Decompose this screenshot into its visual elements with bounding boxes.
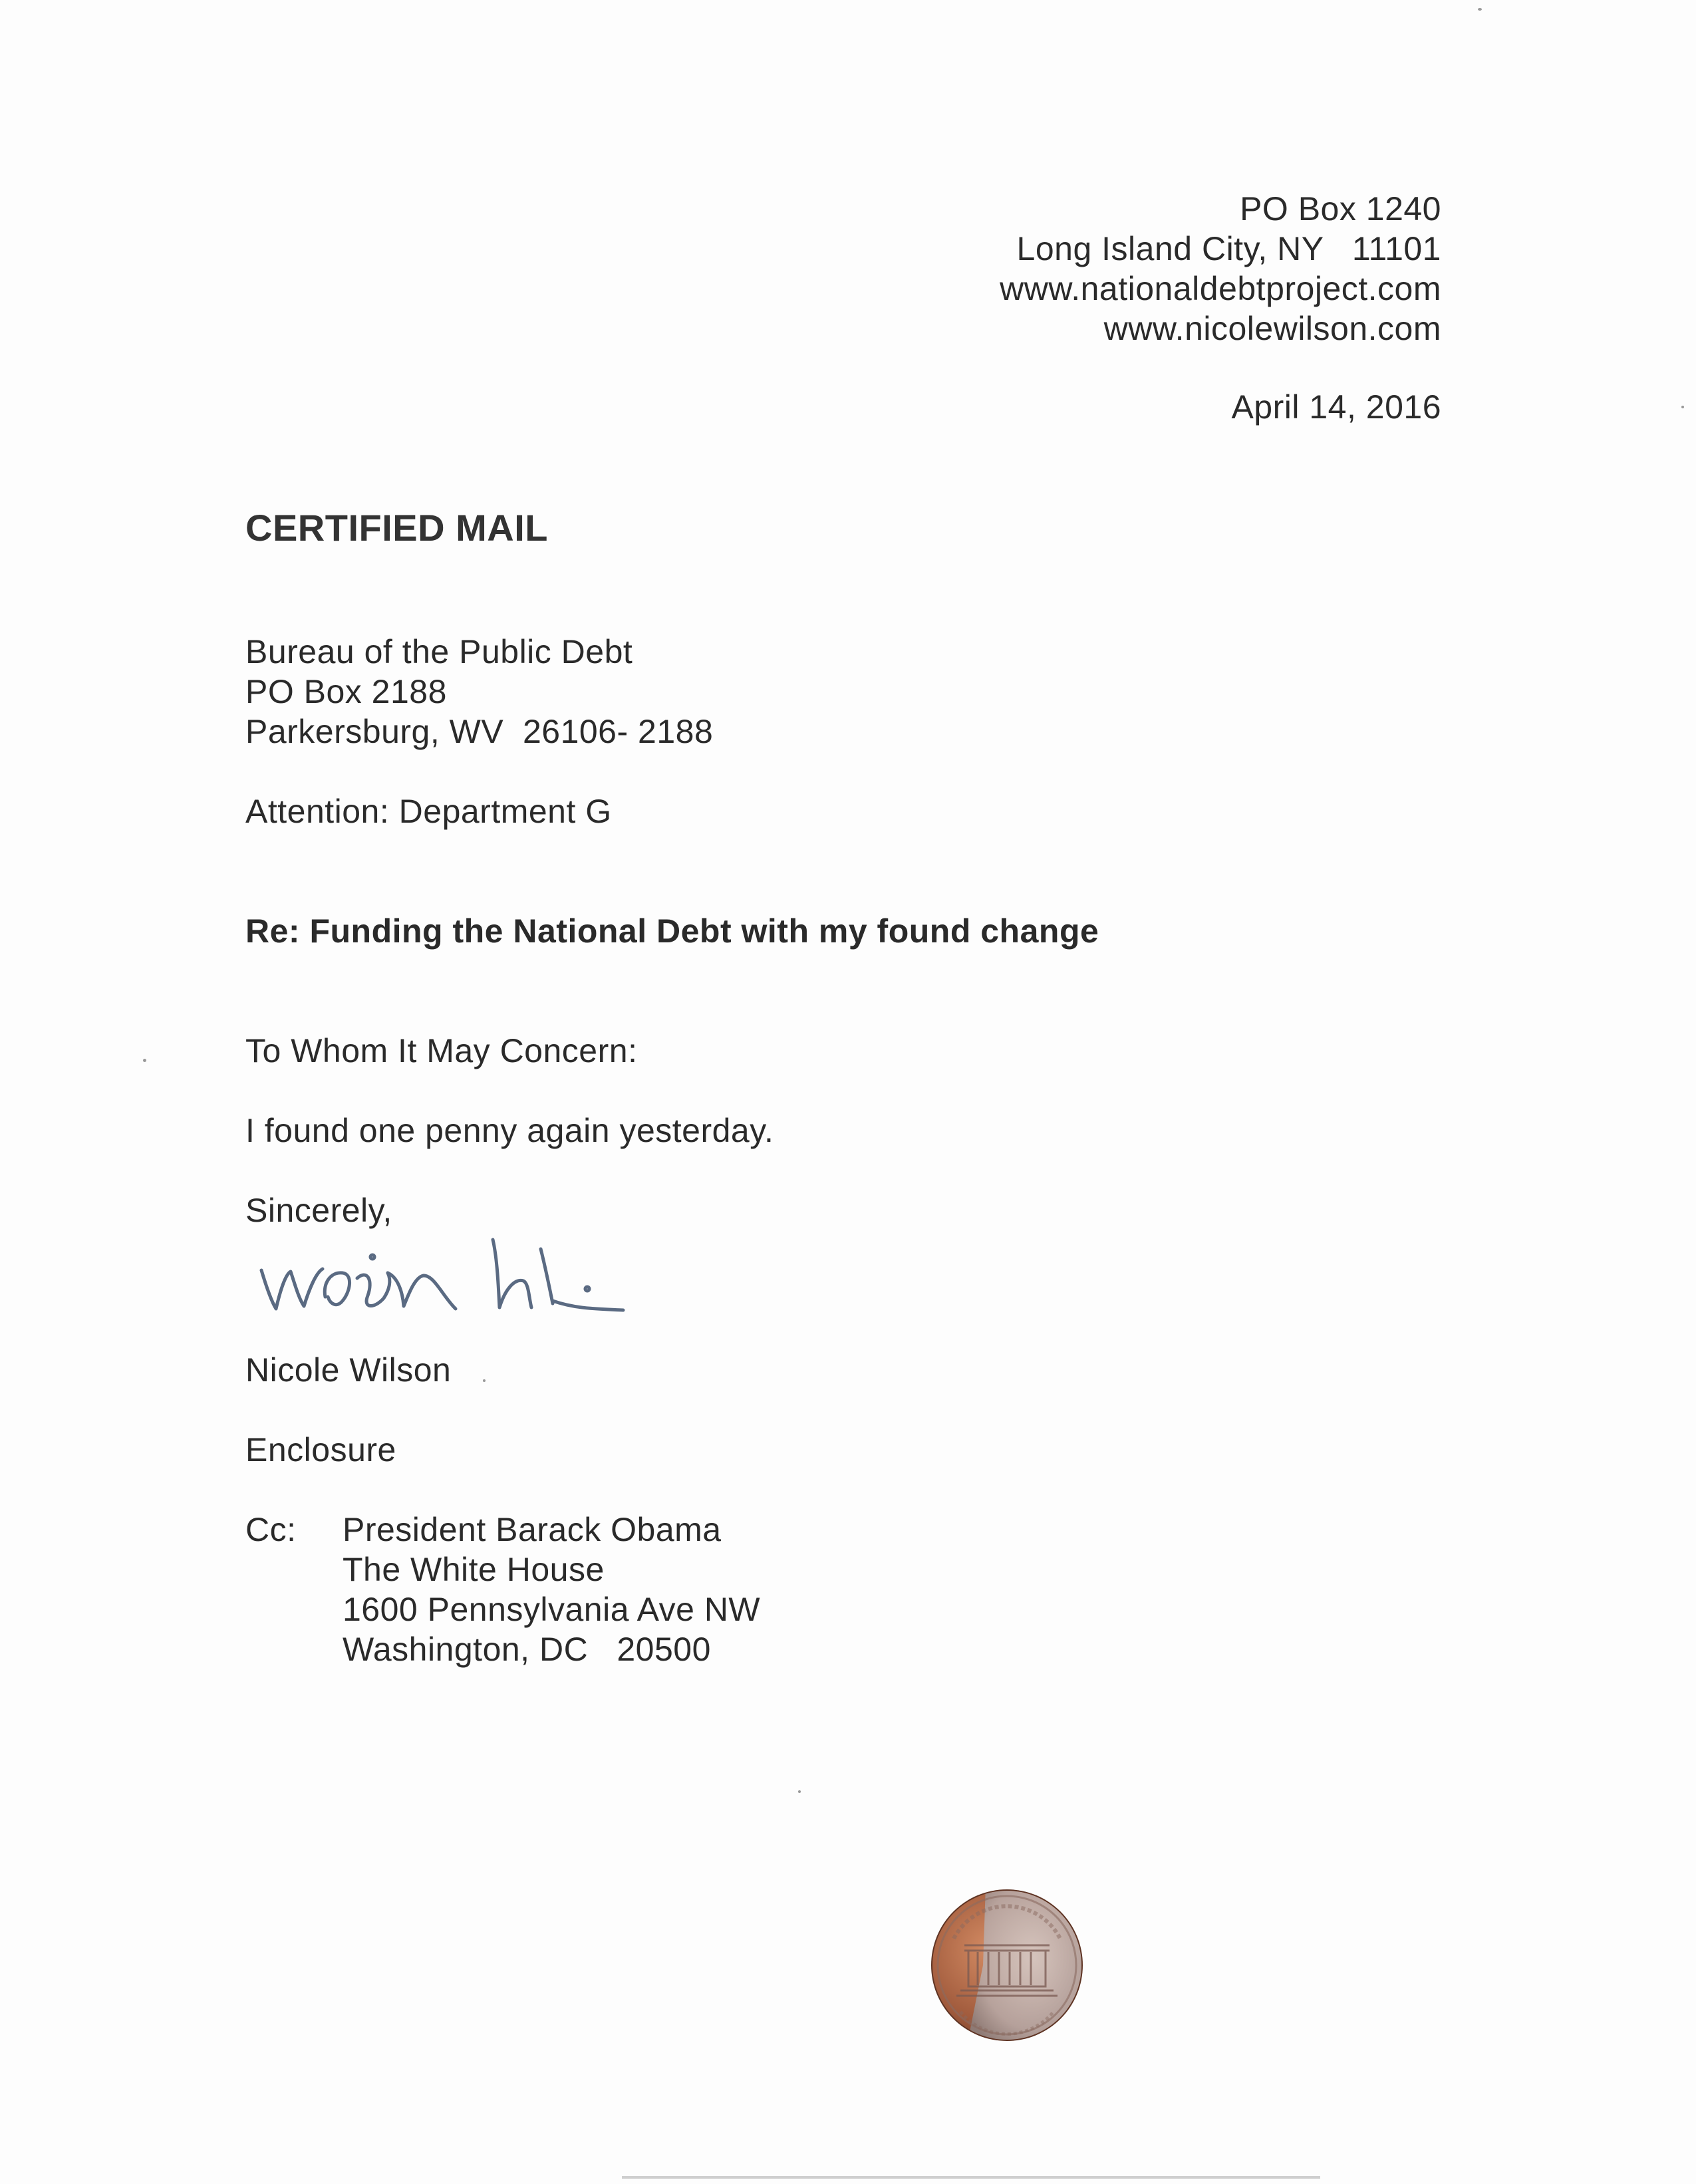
sender-website-1: www.nationaldebtproject.com: [1000, 270, 1441, 307]
cc-line2: The White House: [343, 1551, 605, 1588]
scan-speck: [798, 1790, 801, 1793]
sender-address-line2: Long Island City, NY 11101: [1016, 230, 1441, 267]
scan-speck: [143, 1059, 146, 1062]
handwritten-signature: [256, 1217, 635, 1330]
salutation: To Whom It May Concern:: [245, 1032, 638, 1069]
closing: Sincerely,: [245, 1192, 392, 1229]
subject-line: Re: Funding the National Debt with my found change: [245, 912, 1099, 950]
cc-line4: Washington, DC 20500: [343, 1631, 711, 1668]
signatory-name: Nicole Wilson: [245, 1351, 452, 1389]
cc-label: Cc:: [245, 1511, 297, 1548]
scan-speck: [1478, 8, 1482, 11]
cc-line3: 1600 Pennsylvania Ave NW: [343, 1591, 761, 1628]
cc-line1: President Barack Obama: [343, 1511, 722, 1548]
body-text: I found one penny again yesterday.: [245, 1112, 774, 1149]
recipient-name: Bureau of the Public Debt: [245, 633, 633, 670]
attention-line: Attention: Department G: [245, 793, 612, 830]
scan-speck: [483, 1379, 486, 1382]
letter-date: April 14, 2016: [1231, 388, 1441, 426]
recipient-address-line1: PO Box 2188: [245, 673, 447, 710]
certified-mail-heading: CERTIFIED MAIL: [245, 507, 548, 549]
penny-coin: [927, 1885, 1087, 2045]
enclosure-note: Enclosure: [245, 1431, 396, 1468]
sender-address-line1: PO Box 1240: [1240, 190, 1441, 227]
sender-website-2: www.nicolewilson.com: [1103, 310, 1441, 347]
scan-edge-line: [622, 2176, 1320, 2179]
recipient-address-line2: Parkersburg, WV 26106- 2188: [245, 713, 714, 750]
scan-speck: [1681, 406, 1684, 408]
